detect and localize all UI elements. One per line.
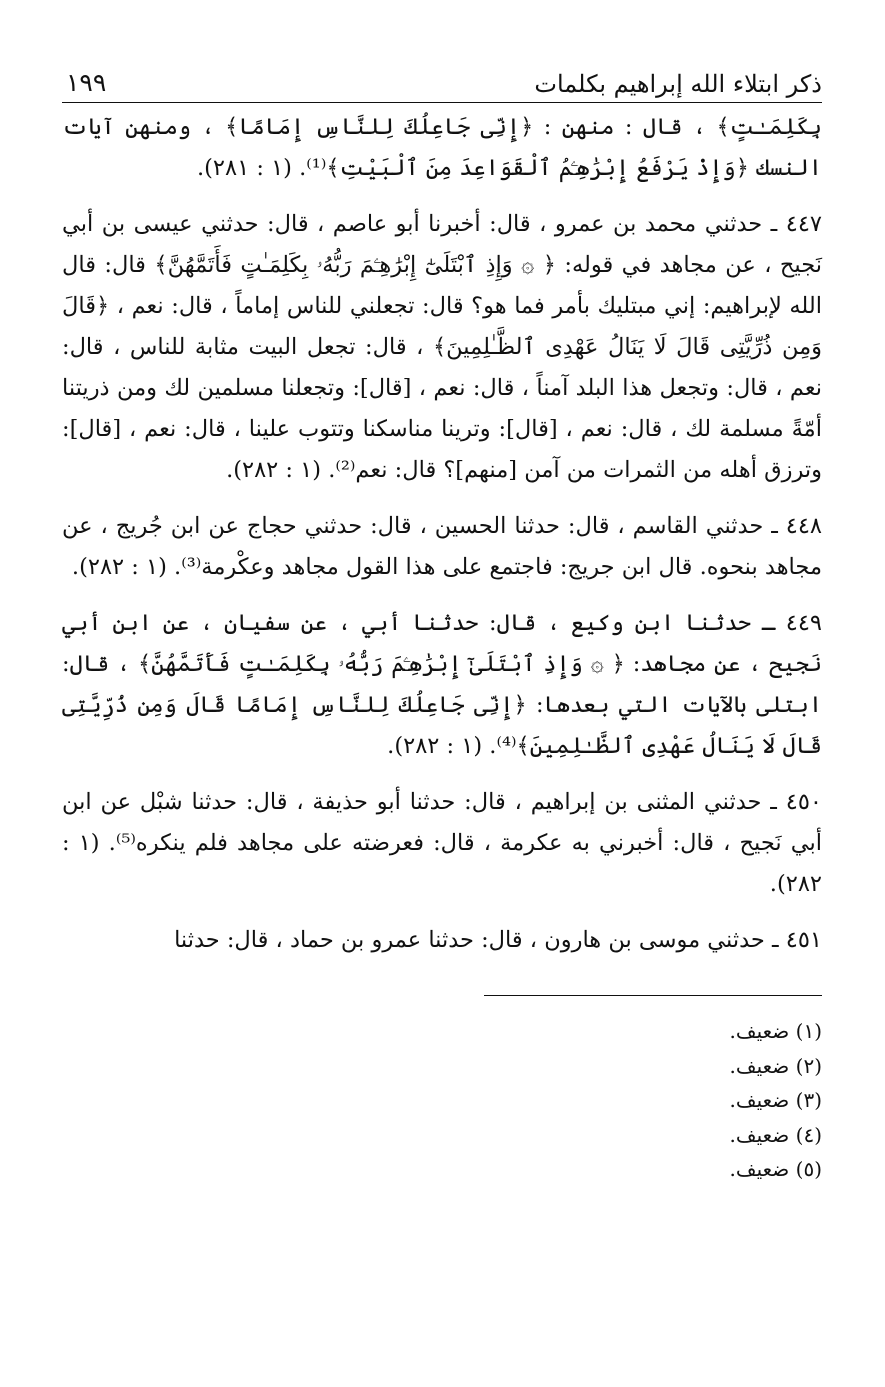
paragraph-449: ٤٤٩ ـ حدثنا ابن وكيع ، قال: حدثنا أبي ، عن سفيان ، عن ابن أبي نَجيح ، عن مجاهد: ﴿ ۞ وَإِذِ ٱبْتَلَىٰٓ إِبْرَٰهِـۧمَ رَبُّهُۥ بِكَلِمَـٰتٍ فَأَتَمَّهُنَّ﴾ ، قال: ابتلى بالآيات التي بعدها: ﴿إِنِّى جَاعِلُكَ لِلنَّاسِ إِمَامًا قَالَ وَمِن ذُرِّيَّتِى قَالَ لَا يَنَالُ عَهْدِى ٱلظَّـٰلِمِينَ﴾⁽⁴⁾. (١ : ٢٨٢).	[62, 610, 822, 759]
paragraph-451: ٤٥١ ـ حدثني موسى بن هارون ، قال: حدثنا عمرو بن حماد ، قال: حدثنا	[174, 927, 822, 953]
footnote-divider	[484, 995, 822, 996]
body-text	[62, 107, 822, 961]
footnote-5: (٥) ضعيف.	[729, 1157, 822, 1181]
paragraph-continuation: بِكَلِمَـٰتٍ﴾ ، قال : منهن : ﴿إِنِّى جَاعِلُكَ لِلنَّاسِ إِمَامًا﴾ ، ومنهن آيات النسك ﴿وَإِذْ يَرْفَعُ إِبْرَٰهِـۧمُ ٱلْقَوَاعِدَ مِنَ ٱلْبَيْتِ﴾⁽¹⁾. (١ : ٢٨١).	[62, 114, 822, 181]
footnote-2: (٢) ضعيف.	[729, 1053, 822, 1078]
footnotes	[62, 1014, 822, 1187]
footnote-3: (٣) ضعيف.	[729, 1088, 822, 1112]
paragraph-448: ٤٤٨ ـ حدثني القاسم ، قال: حدثنا الحسين ، قال: حدثني حجاج عن ابن جُريج ، عن مجاهد بنحوه. قال ابن جريج: فاجتمع على هذا القول مجاهد وعكْرمة⁽³⁾. (١ : ٢٨٢).	[62, 513, 822, 580]
running-header	[62, 62, 822, 103]
running-head-title: ذكر ابتلاء الله إبراهيم بكلمات	[534, 70, 822, 98]
paragraph-447: ٤٤٧ ـ حدثني محمد بن عمرو ، قال: أخبرنا أبو عاصم ، قال: حدثني عيسى بن أبي نَجيح ، عن مجاهد في قوله: ﴿ ۞ وَإِذِ ٱبْتَلَىٰٓ إِبْرَٰهِـۧمَ رَبُّهُۥ بِكَلِمَـٰتٍ فَأَتَمَّهُنَّ﴾ قال: قال الله لإبراهيم: إني مبتليك بأمر فما هو؟ قال: تجعلني للناس إماماً ، قال: نعم ، ﴿قَالَ وَمِن ذُرِّيَّتِى قَالَ لَا يَنَالُ عَهْدِى ٱلظَّـٰلِمِينَ﴾ ، قال: تجعل البيت مثابة للناس ، قال: نعم ، قال: وتجعل هذا البلد آمناً ، قال: نعم ، [قال]: وتجعلنا مسلمين لك ومن ذريتنا أمّةً مسلمة لك ، قال: نعم ، [قال]: وترينا مناسكنا وتتوب علينا ، قال: نعم ، [قال]: وترزق أهله من الثمرات من آمن [منهم]؟ قال: نعم⁽²⁾. (١ : ٢٨٢).	[62, 211, 822, 483]
paragraph-450: ٤٥٠ ـ حدثني المثنى بن إبراهيم ، قال: حدثنا أبو حذيفة ، قال: حدثنا شبْل عن ابن أبي نَجيح ، قال: أخبرني به عكرمة ، قال: فعرضته على مجاهد فلم ينكره⁽⁵⁾. (١ : ٢٨٢).	[62, 789, 823, 897]
footnote-4: (٤) ضعيف.	[729, 1122, 822, 1147]
footnote-1: (١) ضعيف.	[729, 1019, 822, 1043]
page	[62, 62, 822, 1187]
page-number: ١٩٩	[66, 68, 107, 97]
